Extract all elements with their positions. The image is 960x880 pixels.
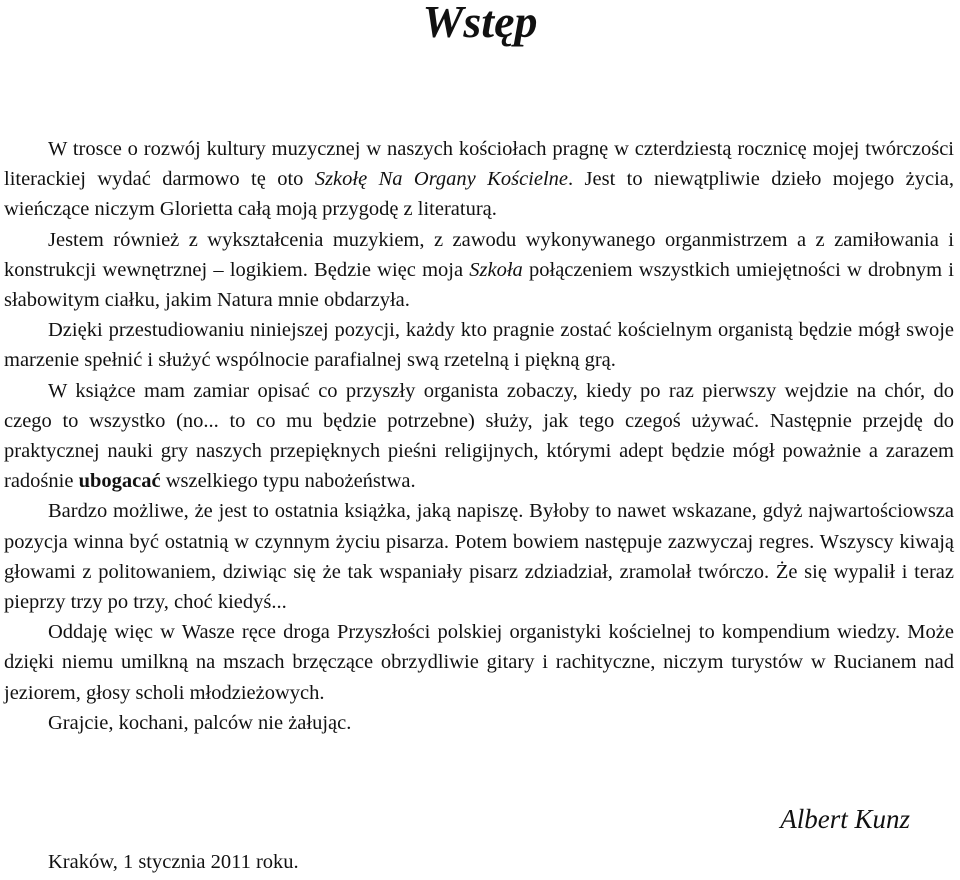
paragraph — [4, 617, 954, 708]
paragraph-text: . Jest to niewątpliwie dzieło mojego życia, wieńczące niczym Glorietta całą moją przygodę z literaturą. — [4, 168, 955, 221]
author-signature: Albert Kunz — [780, 804, 910, 834]
paragraph — [4, 315, 954, 375]
paragraph-text: Dzięki przestudiowaniu niniejszej pozycji, każdy kto pragnie zostać kościelnym organistą będzie mógł swoje marzenie spełnić i służyć wspólnocie parafialnej swą rzetelną i piękną grą. — [4, 319, 954, 372]
bold-word: ubogacać — [78, 470, 161, 493]
paragraph-text: W książce mam zamiar opisać co przyszły organista zobaczy, kiedy po raz pierwszy wejdzie na chór, do czego to wszystko (no... to co mu będzie potrzebne) służy, jak tego czegoś używać. Następnie przejdę do praktycznej nauki gry naszych przepięknych pieśni religijnych, którymi adept będzie mógł poważnie a zarazem radośnie — [4, 379, 954, 493]
paragraph — [4, 708, 954, 738]
paragraph-text: Bardzo możliwe, że jest to ostatnia książka, jaką napiszę. Byłoby to nawet wskazane, gdyż najwartościowsza pozycja winna być ostatnią w czynnym życiu pisarza. Potem bowiem następuje zazwyczaj regres. Wszyscy kiwają głowami z politowaniem, dziwiąc się że tak wspaniały pisarz zdziadział, zramolał twórczo. Że się wypalił i teraz pieprzy trzy po trzy, choć kiedyś... — [4, 500, 954, 614]
paragraph-text: W trosce o rozwój kultury muzycznej w naszych kościołach pragnę w czterdziestą rocznicę mojej twórczości literackiej wydać darmowo tę oto — [4, 138, 954, 191]
book-title-italic: Szkoła — [469, 258, 523, 281]
paragraph-text: Jestem również z wykształcenia muzykiem, z zawodu wykonywanego organmistrzem a z zamiłowania i konstrukcji wewnętrznej – logikiem. Będzie więc moja — [4, 228, 954, 281]
body-text — [4, 134, 954, 738]
page-title: Wstęp — [422, 0, 538, 47]
place-date: Kraków, 1 stycznia 2011 roku. — [48, 851, 299, 873]
paragraph — [4, 496, 954, 617]
paragraph-text: Grajcie, kochani, palców nie żałując. — [48, 711, 352, 734]
paragraph-text: połączeniem wszystkich umiejętności w drobnym i słabowitym ciałku, jakim Natura mnie obdarzyła. — [4, 258, 954, 312]
book-title-italic: Szkołę Na Organy Kościelne — [314, 168, 569, 191]
paragraph — [4, 134, 954, 225]
paragraph — [4, 376, 954, 497]
paragraph — [4, 225, 954, 316]
paragraph-text: wszelkiego typu nabożeństwa. — [160, 470, 416, 493]
paragraph-text: Oddaję więc w Wasze ręce droga Przyszłości polskiej organistyki kościelnej to kompendium wiedzy. Może dzięki niemu umilkną na mszach brzęczące obrzydliwie gitary i rachityczne, niczym turystów w Rucianem nad jeziorem, głosy scholi młodzieżowych. — [4, 621, 954, 704]
